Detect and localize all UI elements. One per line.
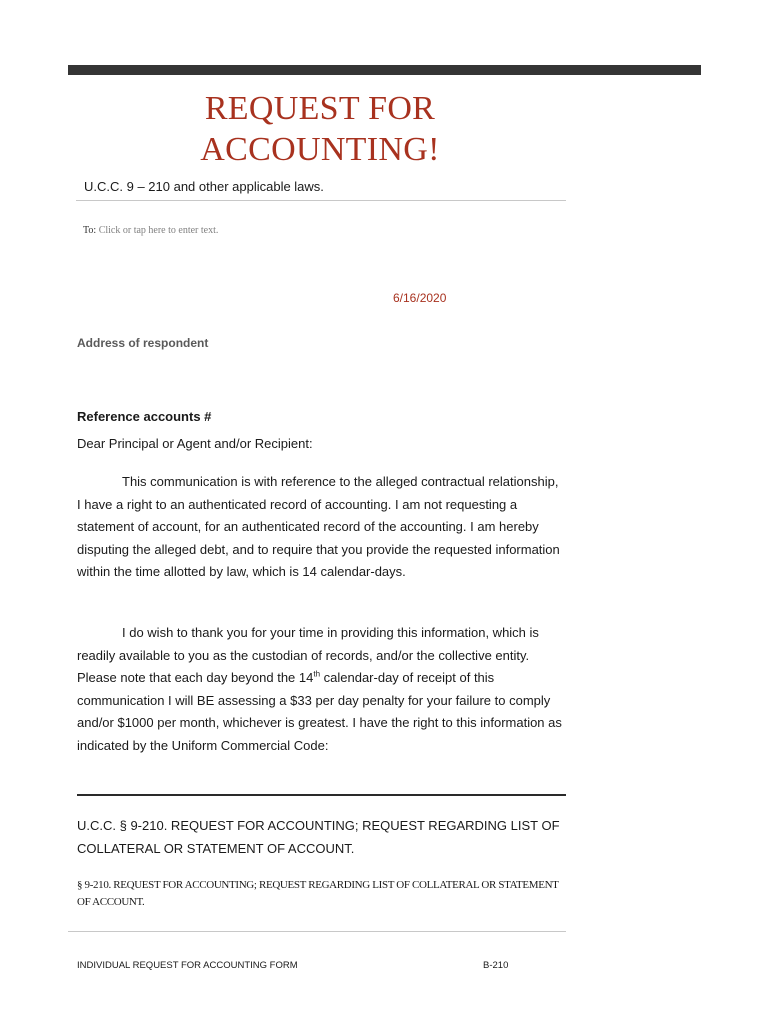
ucc-section-subheading: § 9-210. REQUEST FOR ACCOUNTING; REQUEST REGARDING LIST OF COLLATERAL OR STATEMENT OF ACCOUNT. (77, 879, 559, 908)
subtitle-divider (76, 200, 566, 201)
letter-date[interactable]: 6/16/2020 (393, 291, 447, 305)
body-paragraph-2-part-1: I do wish to thank you for your time in providing this information, which is readily available to you as the custodian of records, and/or the collective entity. Please note that each day beyond the 14 (77, 625, 539, 686)
header-bar (68, 65, 701, 75)
section-divider (77, 794, 566, 796)
body-paragraph-2 (77, 622, 565, 758)
document-subtitle: U.C.C. 9 – 210 and other applicable laws. (84, 179, 324, 194)
footer-form-name: INDIVIDUAL REQUEST FOR ACCOUNTING FORM (77, 960, 298, 971)
ucc-section-heading: U.C.C. § 9-210. REQUEST FOR ACCOUNTING; REQUEST REGARDING LIST OF COLLATERAL OR STATEMENT OF ACCOUNT. (77, 818, 560, 856)
address-of-respondent[interactable]: Address of respondent (77, 336, 209, 350)
footer-divider (68, 931, 566, 932)
body-paragraph-2-part-2: calendar-day of receipt of this communication I will BE assessing a $33 per day penalty for your failure to comply and/or $1000 per month, whichever is greatest. I have the right to this information as indicated by the Uniform Commercial Code: (77, 670, 562, 753)
to-label: To: (83, 225, 97, 236)
footer-form-code: B-210 (483, 960, 509, 971)
body-paragraph-1: This communication is with reference to the alleged contractual relationship, I have a right to an authenticated record of accounting. I am not requesting a statement of account, for an authenticated record of the accounting. I am hereby disputing the alleged debt, and to require that you provide the requested information within the time allotted by law, which is 14 calendar-days. (77, 474, 560, 580)
document-title (0, 88, 640, 170)
to-placeholder[interactable]: Click or tap here to enter text. (98, 225, 219, 236)
reference-accounts[interactable]: Reference accounts # (77, 409, 212, 424)
ordinal-superscript: th (313, 669, 321, 679)
title-line-1: REQUEST FOR (204, 90, 436, 127)
title-line-2: ACCOUNTING! (200, 131, 440, 168)
salutation: Dear Principal or Agent and/or Recipient: (77, 436, 313, 451)
to-field[interactable] (83, 224, 218, 238)
